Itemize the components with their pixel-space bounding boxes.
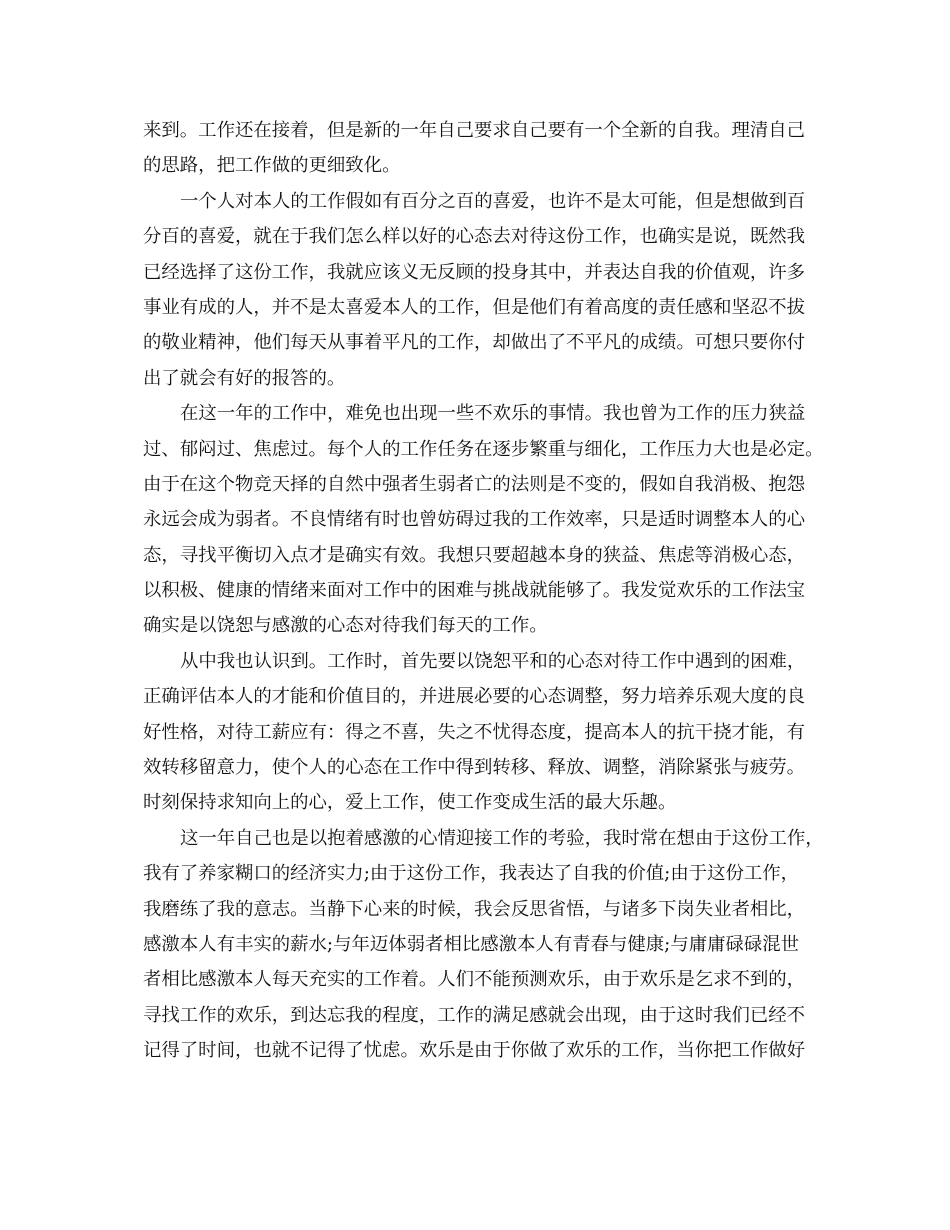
paragraph-first-line: 在这一年的工作中，难免也出现一些不欢乐的事情。我也曾为工作的压力狭益 — [180, 403, 806, 425]
text-line: 过、郁闷过、焦虑过。每个人的工作任务在逐步繁重与细化，工作压力大也是必定。 — [143, 438, 824, 460]
text-line: 的敬业精神，他们每天从事着平凡的工作，却做出了不平凡的成绩。可想只要你付 — [143, 332, 806, 354]
text-line: 正确评估本人的才能和价值目的，并进展必要的心态调整，努力培养乐观大度的良 — [143, 686, 806, 708]
text-line: 我有了养家糊口的经济实力;由于这份工作，我表达了自我的价值;由于这份工作， — [143, 863, 800, 885]
text-line: 出了就会有好的报答的。 — [143, 367, 346, 389]
body-text — [143, 113, 833, 1069]
text-line: 来到。工作还在接着，但是新的一年自己要求自己要有一个全新的自我。理清自己 — [143, 120, 806, 141]
text-line: 效转移留意力，使个人的心态在工作中得到转移、释放、调整，消除紧张与疲劳。 — [143, 757, 806, 779]
text-line: 好性格，对待工薪应有：得之不喜，失之不忧得态度，提高本人的抗干挠才能，有 — [143, 721, 806, 743]
text-line: 已经选择了这份工作，我就应该义无反顾的投身其中，并表达自我的价值观，许多 — [143, 261, 806, 283]
text-line: 感激本人有丰实的薪水;与年迈体弱者相比感激本人有青春与健康;与庸庸碌碌混世 — [143, 933, 800, 955]
text-line: 分百的喜爱，就在于我们怎么样以好的心态去对待这份工作，也确实是说，既然我 — [143, 226, 806, 248]
text-line: 寻找工作的欢乐，到达忘我的程度，工作的满足感就会出现，由于这时我们已经不 — [143, 1004, 806, 1026]
text-line: 以积极、健康的情绪来面对工作中的困难与挑战就能够了。我发觉欢乐的工作法宝 — [143, 580, 806, 602]
text-line: 时刻保持求知向上的心，爱上工作，使工作变成生活的最大乐趣。 — [143, 792, 677, 814]
text-line: 态，寻找平衡切入点才是确实有效。我想只要超越本身的狭益、焦虑等消极心态， — [143, 544, 806, 566]
text-line: 由于在这个物竞天择的自然中强者生弱者亡的法则是不变的，假如自我消极、抱怨 — [143, 473, 806, 495]
text-line: 我磨练了我的意志。当静下心来的时候，我会反思省悟，与诸多下岗失业者相比， — [143, 898, 806, 920]
paragraph-first-line: 这一年自己也是以抱着感激的心情迎接工作的考验，我时常在想由于这份工作， — [180, 827, 824, 849]
text-line: 永远会成为弱者。不良情绪有时也曾妨碍过我的工作效率，只是适时调整本人的心 — [143, 509, 806, 531]
text-line: 者相比感激本人每天充实的工作着。人们不能预测欢乐，由于欢乐是乞求不到的， — [143, 969, 806, 991]
text-line: 的思路，把工作做的更细致化。 — [143, 155, 401, 177]
paragraph-first-line: 一个人对本人的工作假如有百分之百的喜爱，也许不是太可能，但是想做到百 — [180, 190, 806, 212]
text-line: 事业有成的人，并不是太喜爱本人的工作，但是他们有着高度的责任感和坚忍不拔 — [143, 296, 806, 318]
text-line: 记得了时间，也就不记得了忧虑。欢乐是由于你做了欢乐的工作，当你把工作做好 — [143, 1040, 806, 1062]
paragraph-first-line: 从中我也认识到。工作时，首先要以饶恕平和的心态对待工作中遇到的困难， — [180, 650, 806, 672]
text-line: 确实是以饶恕与感激的心态对待我们每天的工作。 — [143, 615, 548, 637]
